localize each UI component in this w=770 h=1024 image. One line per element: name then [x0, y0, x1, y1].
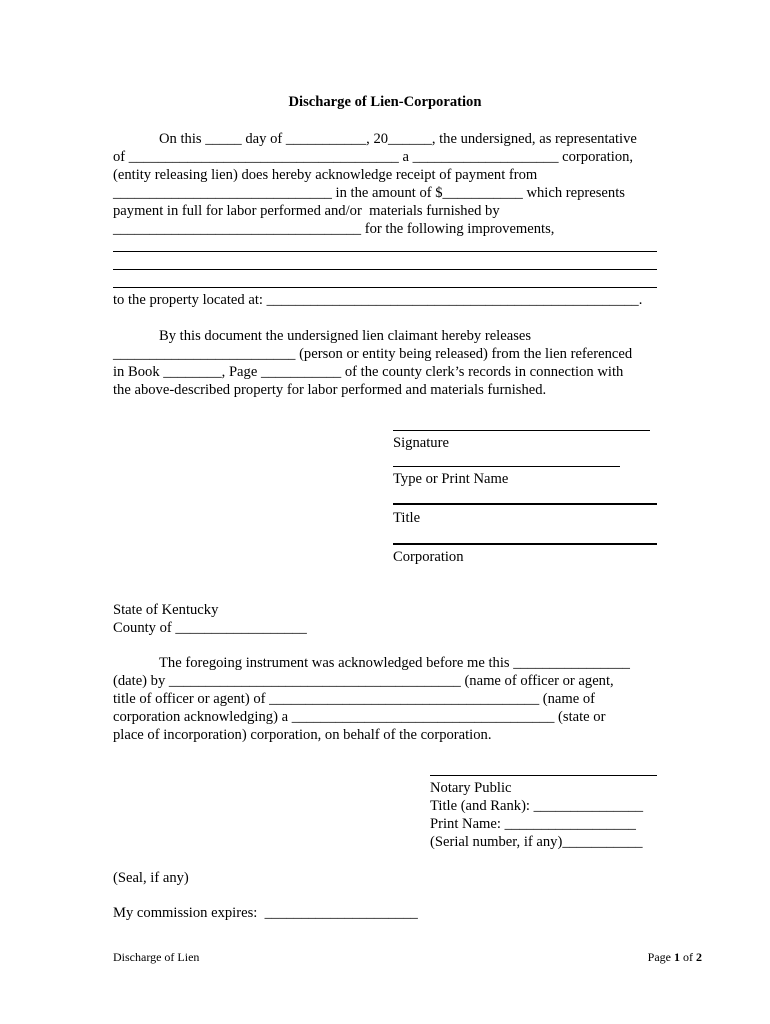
document-title: Discharge of Lien-Corporation: [288, 94, 482, 110]
county-venue: County of __________________: [113, 620, 307, 636]
commission-expires: My commission expires: _____________________: [113, 905, 418, 921]
improvements-line-3: [113, 287, 657, 288]
improvements-line-2: [113, 269, 657, 270]
para1-line-4: ______________________________ in the amount of $___________ which represents: [113, 185, 625, 201]
ack-line-4: corporation acknowledging) a ____________________________________ (state or: [113, 709, 606, 725]
state-venue: State of Kentucky: [113, 602, 219, 618]
para1-line-6: __________________________________ for the following improvements,: [113, 221, 555, 237]
notary-public-label: Notary Public: [430, 780, 512, 796]
property-location-line: to the property located at: ___________________________________________________.: [113, 292, 643, 308]
print-name-label: Type or Print Name: [393, 471, 509, 487]
corporation-line: [393, 543, 657, 545]
title-line: [393, 503, 657, 505]
ack-line-1: The foregoing instrument was acknowledged before me this ________________: [159, 655, 630, 671]
notary-rank: Title (and Rank): _______________: [430, 798, 644, 814]
para2-line-3: in Book ________, Page ___________ of the county clerk’s records in connection with: [113, 364, 624, 380]
para2-line-4: the above-described property for labor performed and materials furnished.: [113, 382, 547, 398]
notary-print-name: Print Name: __________________: [430, 816, 636, 832]
title-label: Title: [393, 510, 421, 526]
para1-line-5: payment in full for labor performed and/or materials furnished by: [113, 203, 500, 219]
notary-serial: (Serial number, if any)___________: [430, 834, 643, 850]
ack-line-3: title of officer or agent) of _____________________________________ (name of: [113, 691, 596, 707]
footer-document-name: Discharge of Lien: [113, 950, 200, 964]
print-name-line: [393, 466, 620, 467]
para1-line-3: (entity releasing lien) does hereby acknowledge receipt of payment from: [113, 167, 538, 183]
signature-line: [393, 430, 650, 431]
corporation-label: Corporation: [393, 549, 464, 565]
para1-line-1: On this _____ day of ___________, 20______, the undersigned, as representative: [159, 131, 637, 147]
ack-line-5: place of incorporation) corporation, on behalf of the corporation.: [113, 727, 492, 743]
footer-page-number: [648, 950, 702, 964]
para1-line-2: of _____________________________________ a ____________________ corporation,: [113, 149, 634, 165]
improvements-line-1: [113, 251, 657, 252]
page-of: of: [680, 950, 696, 964]
page-current: 1: [674, 950, 680, 964]
para2-line-2: _________________________ (person or entity being released) from the lien referenced: [113, 346, 633, 362]
ack-line-2: (date) by ________________________________________ (name of officer or agent,: [113, 673, 614, 689]
signature-label: Signature: [393, 435, 449, 451]
seal-note: (Seal, if any): [113, 870, 189, 886]
notary-signature-line: [430, 775, 657, 776]
page-total: 2: [696, 950, 702, 964]
para2-line-1: By this document the undersigned lien claimant hereby releases: [159, 328, 532, 344]
page-prefix: Page: [647, 950, 674, 964]
